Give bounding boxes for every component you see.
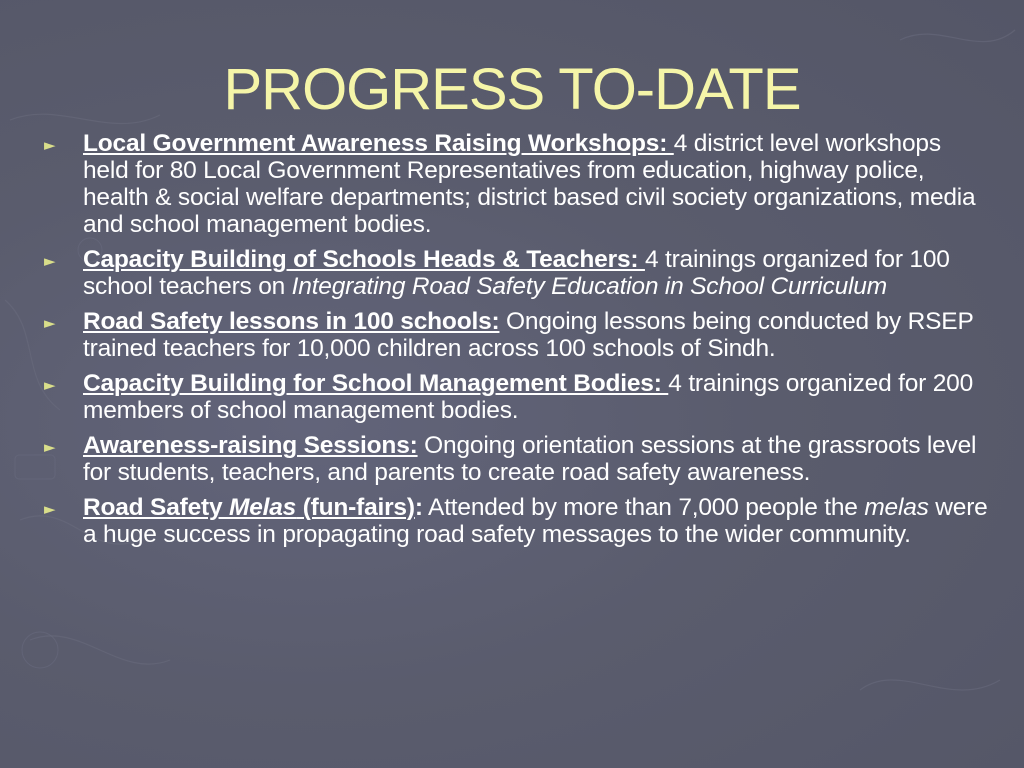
item-body: 4 trainings organized for 200 members of school management bodies.	[83, 370, 974, 424]
list-item	[44, 308, 989, 362]
item-body: Ongoing lessons being conducted by RSEP trained teachers for 10,000 children across 100 schools of Sindh.	[83, 308, 974, 362]
list-item	[44, 432, 989, 486]
item-italic: Integrating Road Safety Education in School Curriculum	[291, 273, 887, 300]
item-body: Ongoing orientation sessions at the grassroots level for students, teachers, and parents to create road safety awareness.	[83, 432, 977, 486]
item-heading: Local Government Awareness Raising Workshops:	[83, 130, 674, 157]
item-body-italic: melas	[864, 494, 929, 521]
item-heading: Road Safety lessons in 100 schools:	[83, 308, 500, 335]
bullet-triangle-icon: ►	[44, 252, 56, 270]
list-item	[44, 494, 989, 548]
item-body-start: Attended by more than 7,000 people the	[422, 494, 865, 521]
item-text	[83, 432, 989, 486]
item-text	[83, 494, 989, 548]
item-heading-end: (fun-fairs)	[296, 494, 415, 521]
item-body: 4 trainings organized for 100 school teachers on	[83, 246, 950, 300]
bullet-triangle-icon: ►	[44, 314, 56, 332]
bullet-triangle-icon: ►	[44, 136, 56, 154]
progress-list	[44, 130, 989, 556]
item-text	[83, 246, 989, 300]
item-heading-italic: Melas	[229, 494, 297, 521]
item-heading: Capacity Building for School Management Bodies:	[83, 370, 669, 397]
item-heading: Capacity Building of Schools Heads & Teachers:	[83, 246, 645, 273]
list-item	[44, 370, 989, 424]
list-item	[44, 246, 989, 300]
item-text	[83, 130, 989, 238]
item-text	[83, 370, 989, 424]
item-heading-start: Road Safety	[83, 494, 229, 521]
item-text	[83, 308, 989, 362]
bullet-triangle-icon: ►	[44, 438, 56, 456]
slide-title: PROGRESS TO-DATE	[223, 57, 801, 122]
item-body: 4 district level workshops held for 80 Local Government Representatives from education, highway police, health & social welfare departments; district based civil society organizations, media and school management bodies.	[83, 130, 976, 238]
item-heading	[83, 494, 415, 521]
item-body-end: were a huge success in propagating road safety messages to the wider community.	[83, 494, 988, 548]
item-heading: Awareness-raising Sessions:	[83, 432, 418, 459]
list-item	[44, 130, 989, 238]
item-heading-colon: :	[414, 494, 423, 521]
bullet-triangle-icon: ►	[44, 500, 56, 518]
bullet-triangle-icon: ►	[44, 376, 56, 394]
